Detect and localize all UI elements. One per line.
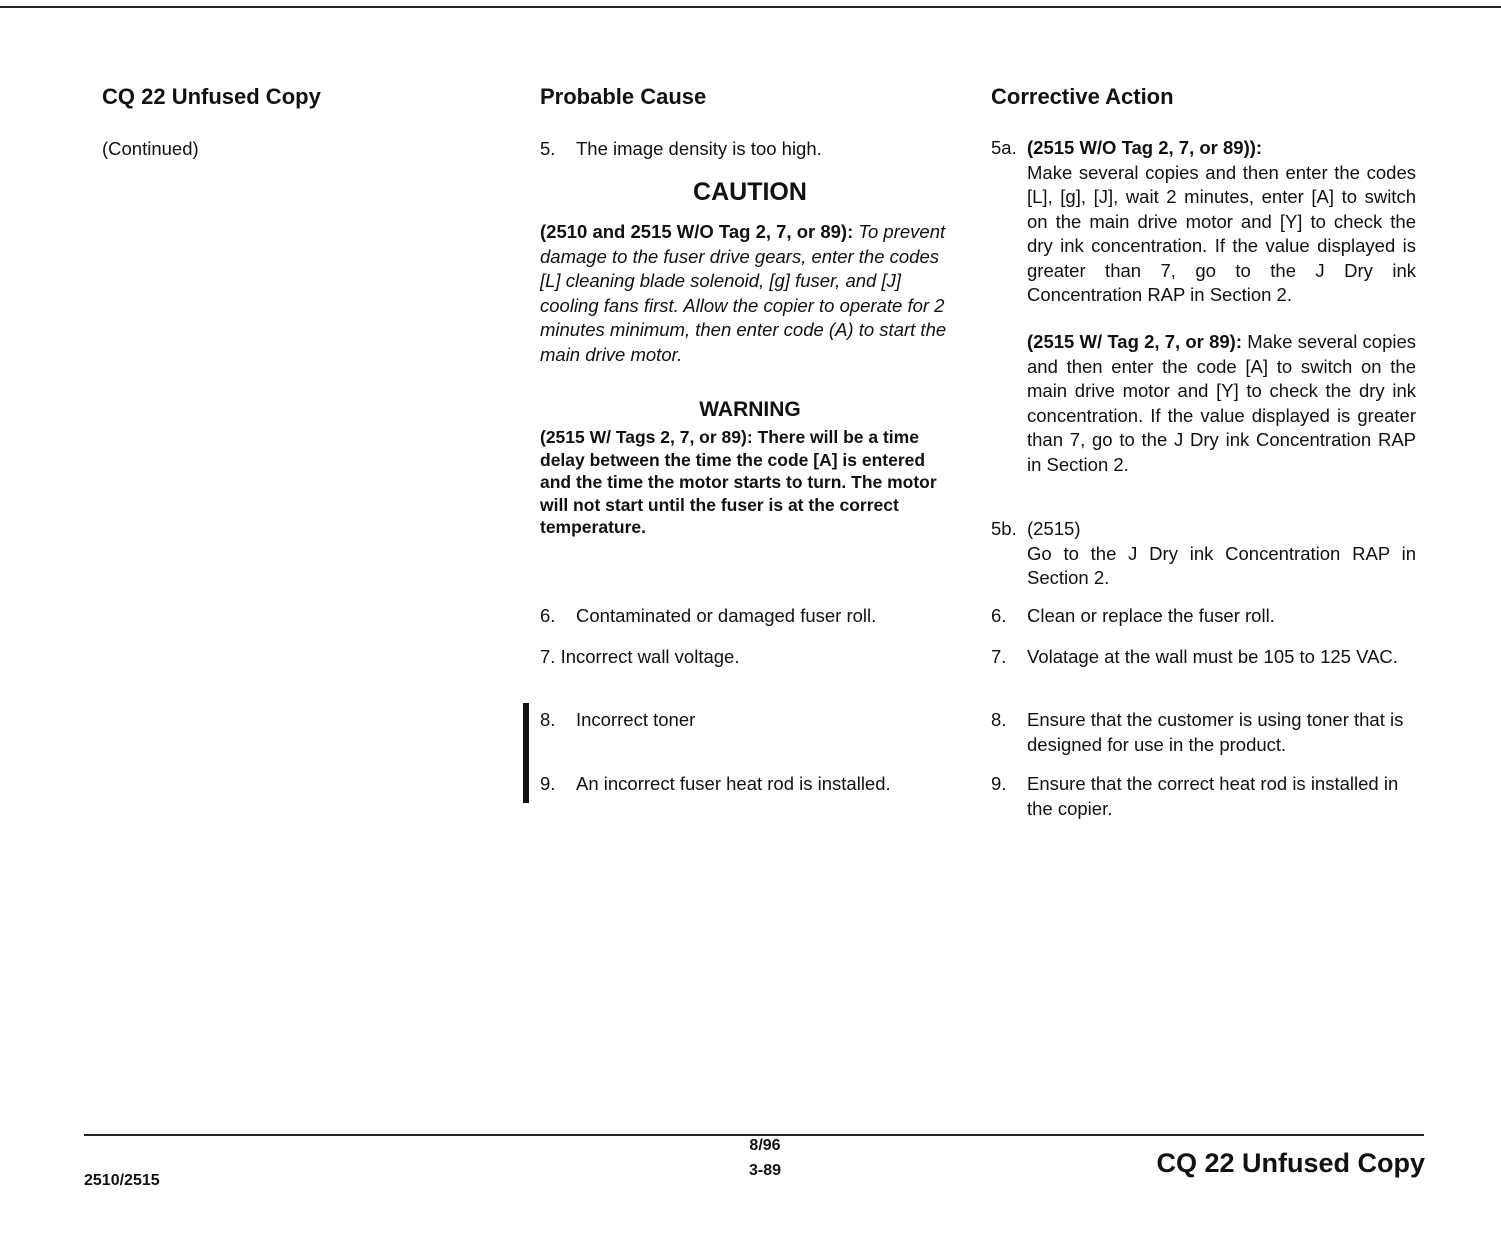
caution-lead: (2510 and 2515 W/O Tag 2, 7, or 89): <box>540 221 854 242</box>
caution-text: To prevent damage to the fuser drive gears, enter the codes [L] cleaning blade solenoid, [g] fuser, and [J] cooling fans first. Allow the copier to operate for 2 minutes minimum, then enter code (A) to start the main drive motor. <box>540 221 947 365</box>
cause-6-number: 6. <box>540 605 556 626</box>
probable-cause-heading: Probable Cause <box>540 84 707 109</box>
cause-7: 7. Incorrect wall voltage. <box>540 646 740 667</box>
action-6-number: 6. <box>991 605 1007 626</box>
cause-6-text: Contaminated or damaged fuser roll. <box>576 605 877 626</box>
action-8-text: Ensure that the customer is using toner that is designed for use in the product. <box>1027 709 1404 755</box>
cause-5-text: The image density is too high. <box>576 138 822 159</box>
cause-8-text: Incorrect toner <box>576 709 696 730</box>
footer-date: 8/96 <box>749 1137 781 1154</box>
action-6-text: Clean or replace the fuser roll. <box>1027 605 1275 626</box>
action-5a <box>991 136 1416 308</box>
action-9-number: 9. <box>991 773 1007 794</box>
action-8-number: 8. <box>991 709 1007 730</box>
page-title: CQ 22 Unfused Copy <box>102 84 321 109</box>
action-9 <box>991 772 1416 821</box>
cause-8 <box>540 708 960 733</box>
footer-section-title: CQ 22 Unfused Copy <box>1156 1148 1425 1178</box>
action-5b-number: 5b. <box>991 518 1017 539</box>
action-5a-second-text: Make several copies and then enter the code [A] to switch on the main drive motor and [Y] to check the dry ink concentration. If the value displayed is greater than 7, go to the J Dry ink Concentration RAP in Section 2. <box>1027 331 1417 475</box>
top-rule <box>0 6 1501 8</box>
action-7-text: Volatage at the wall must be 105 to 125 VAC. <box>1027 646 1398 667</box>
cause-6 <box>540 604 960 629</box>
action-5b-lead: (2515) <box>1027 518 1081 539</box>
caution-block <box>540 220 960 367</box>
corrective-action-heading: Corrective Action <box>991 84 1174 109</box>
cause-5 <box>540 137 960 162</box>
cause-5-number: 5. <box>540 138 556 159</box>
footer-model: 2510/2515 <box>84 1172 160 1189</box>
cause-8-number: 8. <box>540 709 556 730</box>
action-8 <box>991 708 1416 757</box>
action-7 <box>991 645 1416 670</box>
action-5b-text: Go to the J Dry ink Concentration RAP in Section 2. <box>1027 542 1416 588</box>
action-9-text: Ensure that the correct heat rod is installed in the copier. <box>1027 773 1399 819</box>
cause-9 <box>540 772 960 797</box>
action-6 <box>991 604 1416 629</box>
warning-text: (2515 W/ Tags 2, 7, or 89): There will be a time delay between the time the code [A] is entered and the time the motor starts to turn. The motor will not start until the fuser is at the correct temperature. <box>540 427 937 537</box>
continued-label: (Continued) <box>102 138 199 159</box>
action-5a-text: Make several copies and then enter the codes [L], [g], [J], wait 2 minutes, enter [A] to switch on the main drive motor and [Y] to check the dry ink concentration. If the value displayed is greater than 7, go to the J Dry ink Concentration RAP in Section 2. <box>1027 161 1416 305</box>
caution-title: CAUTION <box>693 178 807 206</box>
change-bar <box>523 703 529 803</box>
action-5b <box>991 517 1416 591</box>
cause-9-text: An incorrect fuser heat rod is installed. <box>576 773 891 794</box>
action-5a-lead: (2515 W/O Tag 2, 7, or 89)): <box>1027 137 1263 158</box>
action-7-number: 7. <box>991 646 1007 667</box>
footer-page-number: 3-89 <box>748 1162 782 1179</box>
warning-title: WARNING <box>699 398 801 421</box>
footer-rule <box>84 1134 1424 1136</box>
action-5a-second <box>1027 330 1416 477</box>
action-5a-number: 5a. <box>991 137 1017 158</box>
cause-9-number: 9. <box>540 773 556 794</box>
action-5a-second-lead: (2515 W/ Tag 2, 7, or 89): <box>1027 331 1242 352</box>
